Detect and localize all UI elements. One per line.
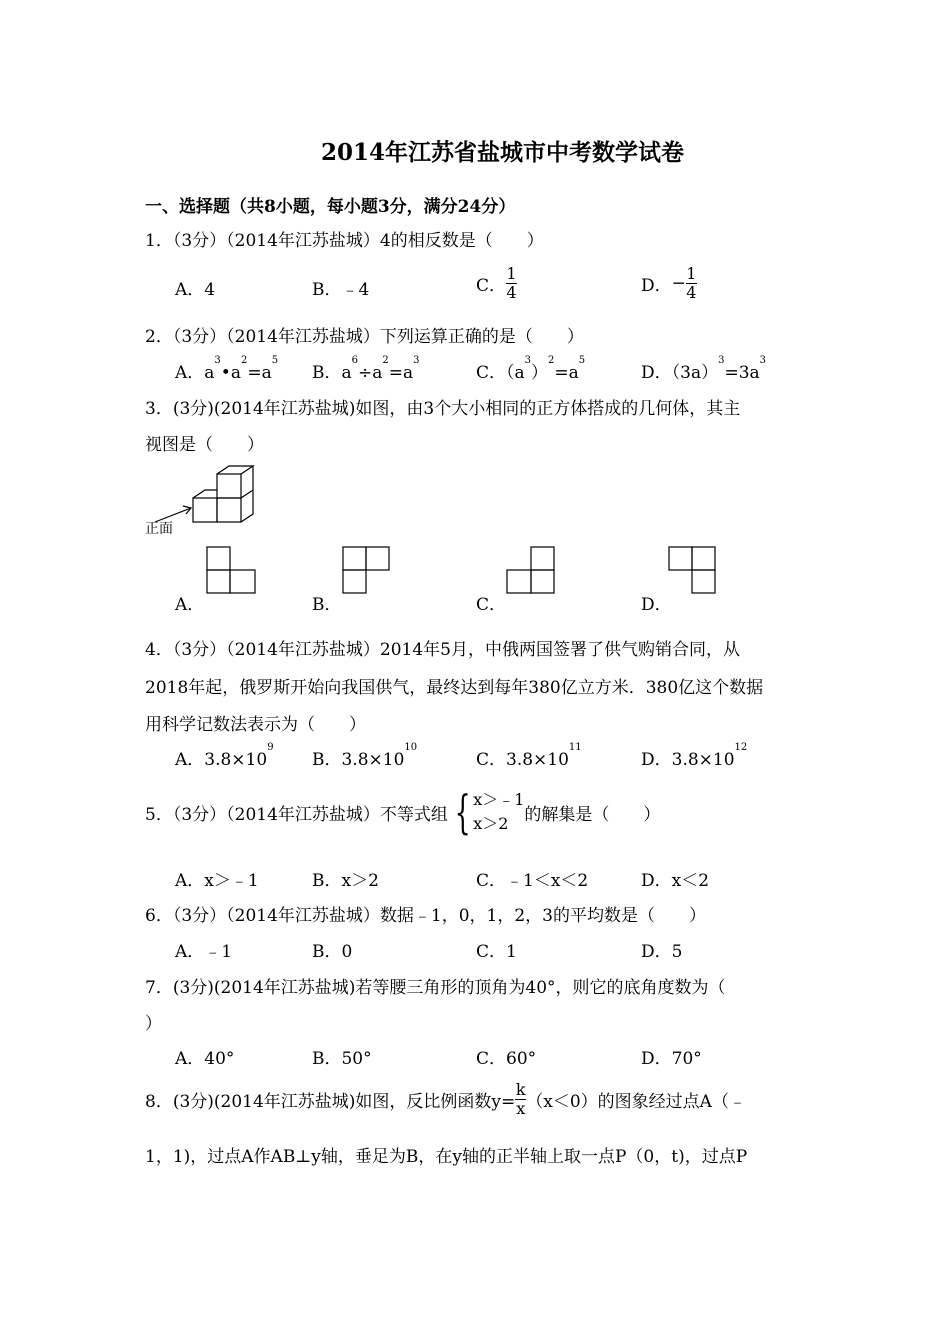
q4-option-a: A．$3.8\times 10^9$: [175, 742, 274, 770]
question-8-line2: 1，1)，过点A作AB⊥y轴，垂足为B，在y轴的正半轴上取一点P（0，t)，过点P: [145, 1147, 748, 1167]
q1-option-d: D．− $\frac{1}{4}$: [641, 264, 697, 302]
question-2-stem: 2．（3分）（2014年江苏盐城）下列运算正确的是（ ）: [145, 327, 584, 347]
q5-option-a: A．x＞﹣1: [175, 871, 259, 891]
question-4-line2: 2018年起，俄罗斯开始向我国供气，最终达到每年380亿立方米．380亿这个数据: [145, 678, 764, 698]
q7-option-d: D．70°: [641, 1049, 702, 1069]
q2-option-b: B．$a^6\div a^2=a^3$: [312, 355, 420, 383]
question-7-line1: 7．(3分)(2014年江苏盐城)若等腰三角形的顶角为40°，则它的底角度数为（: [145, 978, 726, 998]
front-view-label: 正面: [145, 521, 173, 537]
q2-option-d: D．$(3a)^3=3a^3$: [641, 355, 767, 383]
q3-option-b: B．: [312, 595, 342, 615]
q5-option-d: D．x＜2: [641, 871, 710, 891]
section-heading: 一、选择题（共8小题，每小题3分，满分24分）: [145, 197, 516, 217]
q7-option-a: A．40°: [175, 1049, 235, 1069]
q2-option-c: C．$(a^3)^2=a^5$: [476, 355, 586, 383]
inequality-system: { x＞﹣1 x＞2: [454, 785, 525, 839]
q1-d-fraction: $\frac{1}{4}$: [686, 264, 697, 302]
question-4-line1: 4．（3分）（2014年江苏盐城）2014年5月，中俄两国签署了供气购销合同，从: [145, 640, 740, 660]
q1-c-fraction: $\frac{1}{4}$: [506, 264, 517, 302]
q5-option-c: C．﹣1＜x＜2: [476, 871, 589, 891]
q1-option-a: A．4: [175, 280, 216, 300]
q3-option-a-figure: [206, 546, 258, 596]
q3-option-d-figure: [668, 546, 718, 596]
q4-option-b: B．$3.8\times 10^{10}$: [312, 742, 418, 770]
question-6-stem: 6．（3分）（2014年江苏盐城）数据﹣1，0，1，2，3的平均数是（ ）: [145, 906, 706, 926]
question-3-line2: 视图是（ ）: [145, 435, 264, 455]
question-4-line3: 用科学记数法表示为（ ）: [145, 715, 366, 735]
q1-option-c: C． $\frac{1}{4}$: [476, 264, 517, 302]
q7-option-b: B．50°: [312, 1049, 372, 1069]
q6-option-a: A．﹣1: [175, 942, 233, 962]
question-7-line2: ）: [145, 1014, 162, 1034]
q3-option-a: A．: [175, 595, 205, 615]
q1-option-b: B．﹣4: [312, 280, 370, 300]
q5-option-b: B．x＞2: [312, 871, 379, 891]
q8-fraction-k-over-x: $\frac{k}{x}$: [515, 1080, 526, 1118]
q2-option-a: A．$a^3•a^2=a^5$: [175, 355, 279, 383]
q3-option-d: D．: [641, 595, 672, 615]
question-1-stem: 1．（3分）（2014年江苏盐城）4的相反数是（ ）: [145, 231, 544, 251]
q6-option-c: C．1: [476, 942, 517, 962]
q3-option-c: C．: [476, 595, 507, 615]
question-3-line1: 3．(3分)(2014年江苏盐城)如图，由3个大小相同的正方体搭成的几何体，其主: [145, 399, 741, 419]
q3-option-c-figure: [506, 546, 558, 596]
question-5-stem: 5．（3分）（2014年江苏盐城）不等式组 { x＞﹣1 x＞2 的解集是（ ）: [145, 785, 661, 839]
q6-option-b: B．0: [312, 942, 353, 962]
q3-option-b-figure: [342, 546, 392, 596]
q6-option-d: D．5: [641, 942, 683, 962]
question-8-line1: 8．(3分)(2014年江苏盐城)如图，反比例函数y= $\frac{k}{x}$ （x＜0）的图象经过点A（﹣: [145, 1080, 746, 1118]
q7-option-c: C．60°: [476, 1049, 537, 1069]
q4-option-d: D．$3.8\times 10^{12}$: [641, 742, 748, 770]
page-title: 2014年江苏省盐城市中考数学试卷: [320, 139, 684, 166]
q4-option-c: C．$3.8\times 10^{11}$: [476, 742, 582, 770]
